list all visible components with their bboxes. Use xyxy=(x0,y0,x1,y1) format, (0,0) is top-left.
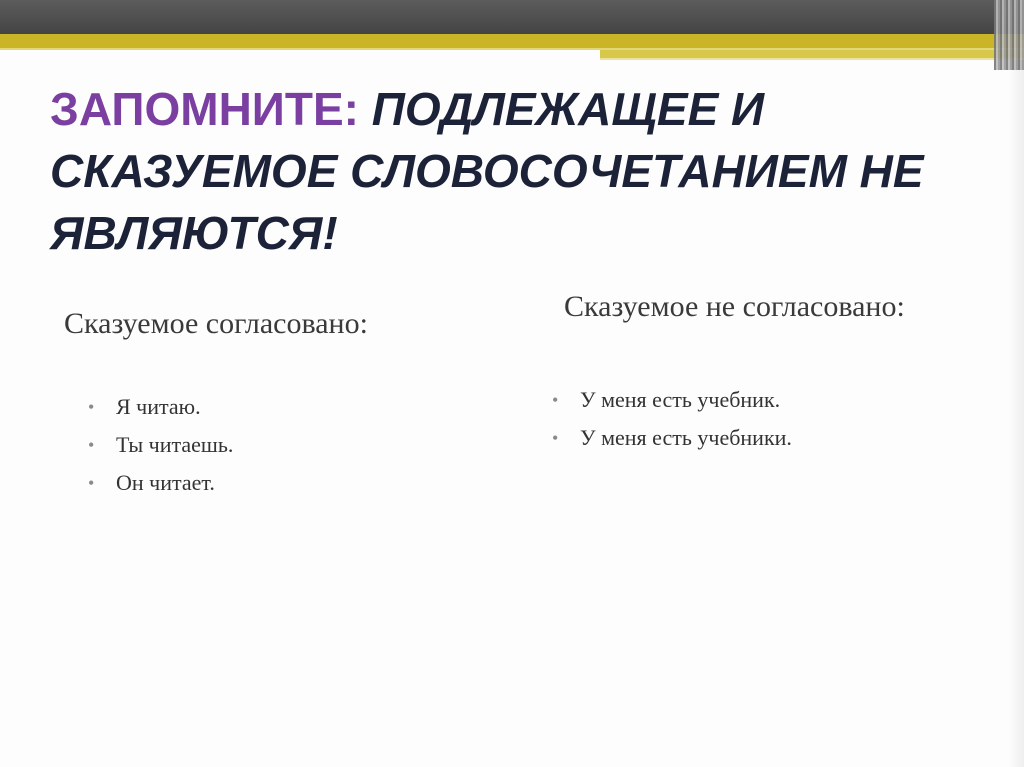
bullet-icon: • xyxy=(552,390,559,410)
header-band xyxy=(0,0,1024,34)
left-column-heading: Сказуемое согласовано: xyxy=(64,307,368,340)
title-rest: ПОДЛЕЖАЩЕЕ И СКАЗУЕМОЕ СЛОВОСОЧЕТАНИЕМ НЕ ЯВЛЯЮТСЯ! xyxy=(50,83,924,259)
slide-title xyxy=(50,78,970,264)
list-item xyxy=(552,419,992,457)
accent-step-line xyxy=(600,58,1024,60)
bullet-icon: • xyxy=(552,428,559,448)
right-column-heading: Сказуемое не согласовано: xyxy=(564,290,905,323)
page-edge-shadow xyxy=(1008,60,1024,767)
list-item xyxy=(88,426,488,464)
right-bullet-list xyxy=(552,381,992,457)
left-bullet-list xyxy=(88,388,488,502)
list-item-text: У меня есть учебники. xyxy=(580,425,792,450)
list-item-text: Он читает. xyxy=(116,470,215,495)
list-item xyxy=(552,381,992,419)
accent-step xyxy=(600,50,1024,58)
list-item xyxy=(88,464,488,502)
title-lead: ЗАПОМНИТЕ: xyxy=(50,83,359,135)
list-item xyxy=(88,388,488,426)
list-item-text: У меня есть учебник. xyxy=(580,387,781,412)
bullet-icon: • xyxy=(88,435,95,455)
bullet-icon: • xyxy=(88,473,95,493)
bullet-icon: • xyxy=(88,397,95,417)
list-item-text: Я читаю. xyxy=(116,394,201,419)
list-item-text: Ты читаешь. xyxy=(116,432,234,457)
accent-band xyxy=(0,34,1024,48)
